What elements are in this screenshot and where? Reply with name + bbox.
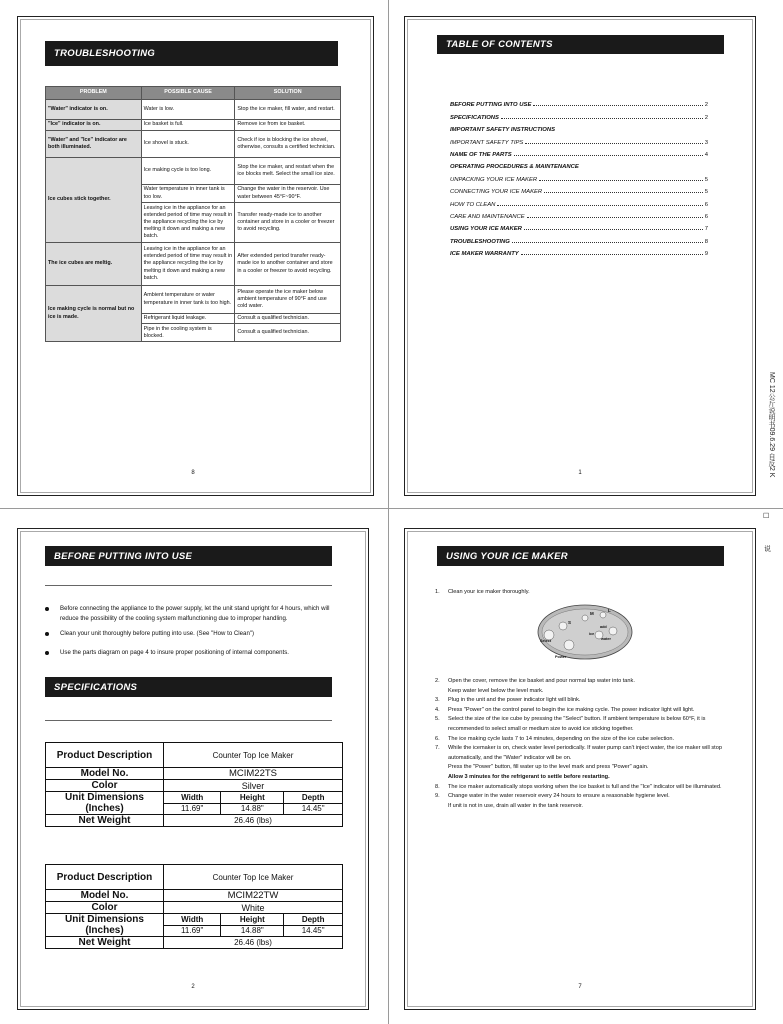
step-number: 4.	[435, 706, 440, 713]
spec-label: Product Description	[46, 865, 164, 890]
step-item	[435, 744, 727, 763]
solution-cell: Transfer ready-made ice to another container and store in a cooler or freezer to avoid recycling.	[235, 203, 341, 243]
toc-leader	[533, 105, 702, 106]
spec-value: Counter Top Ice Maker	[164, 743, 343, 768]
step-item	[435, 687, 727, 697]
cause-cell: Leaving ice in the appliance for an extended period of time may result in the appliance recycling the ice by melting it down and making a new batch.	[141, 243, 235, 286]
step-number: 7.	[435, 745, 440, 752]
toc-item[interactable]	[450, 183, 708, 195]
step-number	[435, 687, 448, 697]
toc-item[interactable]	[450, 108, 708, 120]
panel-label-select: Select	[540, 639, 552, 643]
step-text: Change water in the water reservoir every 24 hours to ensure a reasonable hygiene level.	[448, 793, 670, 800]
toc-item-page: 8	[704, 238, 708, 245]
table-row	[46, 937, 343, 949]
step-text: Plug in the unit and the power indicator light will blink.	[448, 697, 581, 704]
toc-item-page: 3	[704, 139, 708, 146]
toc-leader	[544, 192, 703, 193]
spec-value: White	[164, 902, 343, 914]
spec-label: Unit Dimensions	[46, 792, 164, 804]
spec-table-silver	[45, 742, 343, 827]
step-item	[435, 773, 727, 783]
spec-value: 11.69"	[164, 803, 221, 815]
header-possible-cause: POSSIBLE CAUSE	[141, 87, 235, 100]
step-item	[435, 735, 727, 745]
cause-cell: Pipe in the cooling system is blocked.	[141, 324, 235, 342]
table-row	[46, 902, 343, 914]
table-row	[46, 815, 343, 827]
spec-table-white	[45, 864, 343, 949]
using-steps-list	[435, 677, 727, 812]
step-number: 1.	[435, 589, 440, 595]
step-item	[435, 783, 727, 793]
panel-label-water: water	[601, 637, 611, 641]
table-row	[46, 803, 343, 815]
step-number	[435, 763, 448, 773]
list-item: Before connecting the appliance to the power supply, let the unit stand upright for 4 hours, which will reduce the possibility of the cooling system malfunctioning due to improper handling.	[44, 604, 334, 624]
solution-cell: Please operate the ice maker below ambient temperature of 90°F and use cold water.	[235, 286, 341, 314]
toc-item-title: USING YOUR ICE MAKER	[450, 226, 522, 233]
page-number: 2	[191, 984, 195, 990]
toc-item-title: CONNECTING YOUR ICE MAKER	[450, 189, 543, 196]
step-number: 8.	[435, 783, 440, 790]
spec-label: Product Description	[46, 743, 164, 768]
side-note: MC 12公斤说明书09.6.29 自反2 K	[768, 372, 775, 478]
spec-value: 14.45"	[284, 803, 343, 815]
toc-item-title: TROUBLESHOOTING	[450, 238, 510, 245]
specifications-banner: SPECIFICATIONS	[45, 677, 332, 697]
toc-item-page: 5	[704, 176, 708, 183]
divider	[45, 585, 332, 586]
toc-item[interactable]	[450, 158, 708, 170]
step-number: 3.	[435, 697, 440, 704]
power-button-icon	[564, 640, 574, 650]
panel-label-s: S	[568, 620, 572, 625]
step-text: Keep water level below the level mark.	[448, 687, 544, 694]
list-item: Clean your unit thoroughly before putting into use. (See "How to Clean")	[44, 629, 334, 639]
toc-item-page: 6	[704, 213, 708, 220]
step-text: Clean your ice maker thoroughly.	[448, 589, 530, 595]
cause-cell: Water temperature in inner tank is too low.	[141, 185, 235, 203]
toc-item-title: IMPORTANT SAFETY INSTRUCTIONS	[450, 127, 556, 134]
step-number	[435, 773, 448, 783]
spec-value: 26.46 (lbs)	[164, 937, 343, 949]
toc-leader	[524, 229, 703, 230]
spec-value: Silver	[164, 780, 343, 792]
toc-item[interactable]	[450, 245, 708, 257]
solution-cell: Change the water in the reservoir. Use water between 45°F~90°F.	[235, 185, 341, 203]
toc-item[interactable]	[450, 195, 708, 207]
troubleshooting-banner: TROUBLESHOOTING	[45, 41, 338, 66]
toc-item-page: 6	[704, 201, 708, 208]
toc-item[interactable]	[450, 133, 708, 145]
step-text: Open the cover, remove the ice basket and pour normal tap water into tank.	[448, 678, 635, 684]
spec-value: MCIM22TS	[164, 768, 343, 780]
page-number: 8	[191, 470, 195, 476]
solution-cell: After extended period transfer ready-made ice to another container and store in a cooler or freezer to avoid recycling.	[235, 243, 341, 286]
spec-label: Model No.	[46, 890, 164, 902]
cause-cell: Ice basket is full.	[141, 120, 235, 131]
toc-item-page: 2	[704, 114, 708, 121]
control-panel-illustration	[533, 601, 641, 663]
toc-item[interactable]	[450, 220, 708, 232]
problem-cell: Ice cubes stick together.	[46, 158, 142, 243]
sheet-divider-horizontal	[0, 508, 783, 509]
step-number: 5.	[435, 716, 440, 723]
solution-cell: Stop the ice maker, fill water, and restart.	[235, 100, 341, 120]
before-use-list	[44, 604, 334, 658]
page-number: 7	[578, 984, 582, 990]
toc-item[interactable]	[450, 232, 708, 244]
toc-item-title: UNPACKING YOUR ICE MAKER	[450, 176, 538, 183]
cause-cell: Refrigerant liquid leakage.	[141, 314, 235, 324]
step-text: If unit is not in use, drain all water in the tank reservoir.	[448, 802, 583, 809]
cause-cell: Water is low.	[141, 100, 235, 120]
using-banner: USING YOUR ICE MAKER	[437, 546, 724, 566]
troubleshooting-table	[45, 86, 341, 342]
spec-label: (Inches)	[46, 803, 164, 815]
toc-leader	[497, 205, 702, 206]
spec-subheader: Height	[221, 792, 284, 804]
toc-leader	[539, 180, 703, 181]
water-indicator-icon	[609, 627, 617, 635]
spec-subheader: Height	[221, 914, 284, 926]
divider	[45, 720, 332, 721]
panel-label-add: add	[600, 625, 607, 629]
step-item	[435, 792, 727, 802]
spec-value: 14.88"	[221, 803, 284, 815]
spec-subheader: Depth	[284, 914, 343, 926]
table-row	[46, 768, 343, 780]
toc-item-title: NAME OF THE PARTS	[450, 151, 512, 158]
toc-item-page: 9	[704, 251, 708, 258]
table-row	[46, 925, 343, 937]
toc-banner: TABLE OF CONTENTS	[437, 35, 724, 54]
panel-label-m: M	[590, 611, 594, 616]
toc-item-title: BEFORE PUTTING INTO USE	[450, 102, 532, 109]
toc-item-title: HOW TO CLEAN	[450, 201, 496, 208]
table-row	[46, 780, 343, 792]
side-note-mark: ☐	[763, 513, 770, 520]
toc-item-title: IMPORTANT SAFETY TIPS	[450, 139, 524, 146]
table-row	[46, 131, 341, 158]
toc-item-title: CARE AND MAINTENANCE	[450, 213, 525, 220]
step-item	[435, 696, 727, 706]
list-item: Use the parts diagram on page 4 to insure proper positioning of internal components.	[44, 648, 334, 658]
solution-cell: Remove ice from ice basket.	[235, 120, 341, 131]
toc-list	[450, 96, 708, 257]
table-header-row	[46, 87, 341, 100]
toc-item[interactable]	[450, 170, 708, 182]
toc-leader	[501, 118, 703, 119]
table-row	[46, 286, 341, 314]
toc-leader	[521, 254, 703, 255]
table-row	[46, 158, 341, 185]
solution-cell: Stop the ice maker, and restart when the ice blocks melt. Select the small ice size.	[235, 158, 341, 185]
toc-item-page: 2	[704, 102, 708, 109]
spec-value: 26.46 (lbs)	[164, 815, 343, 827]
toc-item-page: 4	[704, 151, 708, 158]
spec-label: Net Weight	[46, 937, 164, 949]
toc-item-page: 7	[704, 226, 708, 233]
table-row	[46, 100, 341, 120]
spec-label: Color	[46, 902, 164, 914]
toc-leader	[512, 242, 703, 243]
step-number: 9.	[435, 793, 440, 800]
toc-item-title: OPERATING PROCEDURES & MAINTENANCE	[450, 164, 579, 171]
spec-value: 14.88"	[221, 925, 284, 937]
before-use-banner: BEFORE PUTTING INTO USE	[45, 546, 332, 566]
toc-item-title: ICE MAKER WARRANTY	[450, 251, 519, 258]
spec-subheader: Width	[164, 914, 221, 926]
spec-label: Unit Dimensions	[46, 914, 164, 926]
sheet-divider-vertical	[388, 0, 389, 1024]
step-item	[435, 677, 727, 687]
cause-cell: Ice shovel is stuck.	[141, 131, 235, 158]
header-problem: PROBLEM	[46, 87, 142, 100]
m-indicator-icon	[582, 615, 588, 621]
toc-item-title: SPECIFICATIONS	[450, 114, 499, 121]
table-row	[46, 743, 343, 768]
toc-item[interactable]	[450, 96, 708, 108]
spec-label: Model No.	[46, 768, 164, 780]
table-row	[46, 792, 343, 804]
panel-label-power: Power	[555, 655, 567, 659]
toc-leader	[527, 217, 703, 218]
step-text: Press "Power" on the control panel to begin the ice making cycle. The power indicator light will light.	[448, 706, 695, 713]
toc-item[interactable]	[450, 208, 708, 220]
problem-cell: Ice making cycle is normal but no ice is made.	[46, 286, 142, 342]
panel-label-l: L	[608, 608, 611, 613]
side-note-extra: 说	[764, 546, 771, 553]
step-text: While the icemaker is on, check water level periodically. If water pump can't inject water, the ice maker will stop automatically, and the "Water" indicator will be on.	[448, 745, 722, 761]
cause-cell: Ice making cycle is too long.	[141, 158, 235, 185]
step-text: Allow 3 minutes for the refrigerant to settle before restarting.	[448, 774, 610, 781]
step-item	[435, 706, 727, 716]
cause-cell: Ambient temperature or water temperature in inner tank is too high.	[141, 286, 235, 314]
page-number: 1	[578, 470, 582, 476]
spec-label: Color	[46, 780, 164, 792]
problem-cell: "Water" indicator is on.	[46, 100, 142, 120]
spec-subheader: Depth	[284, 792, 343, 804]
panel-label-ice: ice	[589, 632, 595, 636]
toc-item[interactable]	[450, 146, 708, 158]
step-number	[435, 802, 448, 812]
step-item	[435, 589, 530, 595]
spec-label: (Inches)	[46, 925, 164, 937]
step-text: Press the "Power" button, fill water up to the level mark and press "Power" again.	[448, 764, 649, 771]
solution-cell: Check if ice is blocking the ice shovel, otherwise, consults a certified technician.	[235, 131, 341, 158]
table-row	[46, 243, 341, 286]
problem-cell: "Ice" indicator is on.	[46, 120, 142, 131]
table-row	[46, 914, 343, 926]
spec-subheader: Width	[164, 792, 221, 804]
spec-value: Counter Top Ice Maker	[164, 865, 343, 890]
spec-value: 14.45"	[284, 925, 343, 937]
table-row	[46, 865, 343, 890]
solution-cell: Consult a qualified technician.	[235, 314, 341, 324]
problem-cell: "Water" and "Ice" indicator are both illuminated.	[46, 131, 142, 158]
l-indicator-icon	[600, 612, 606, 618]
control-panel-svg	[533, 601, 641, 663]
step-number: 6.	[435, 735, 440, 742]
step-item	[435, 763, 727, 773]
s-indicator-icon	[559, 622, 567, 630]
spec-label: Net Weight	[46, 815, 164, 827]
table-row	[46, 120, 341, 131]
toc-leader	[525, 143, 702, 144]
step-text: The ice making cycle lasts 7 to 14 minutes, depending on the size of the ice cube selection.	[448, 735, 675, 742]
step-number: 2.	[435, 678, 440, 684]
header-solution: SOLUTION	[235, 87, 341, 100]
step-item	[435, 715, 727, 734]
spec-value: MCIM22TW	[164, 890, 343, 902]
step-text: Select the size of the ice cube by pressing the "Select" button. If ambient temperature is below 60°F, it is recommended to select small or medium size to avoid ice sticking together.	[448, 716, 706, 733]
cause-cell: Leaving ice in the appliance for an extended period of time may result in the appliance recycling the ice by melting it down and making a new batch.	[141, 203, 235, 243]
step-item	[435, 802, 727, 812]
toc-leader	[514, 155, 703, 156]
solution-cell: Consult a qualified technician.	[235, 324, 341, 342]
toc-item[interactable]	[450, 121, 708, 133]
problem-cell: The ice cubes are meltig.	[46, 243, 142, 286]
table-row	[46, 890, 343, 902]
toc-item-page: 5	[704, 189, 708, 196]
step-text: The ice maker automatically stops working when the ice basket is full and the "Ice" indicator will be illuminated.	[448, 783, 722, 790]
spec-value: 11.69"	[164, 925, 221, 937]
